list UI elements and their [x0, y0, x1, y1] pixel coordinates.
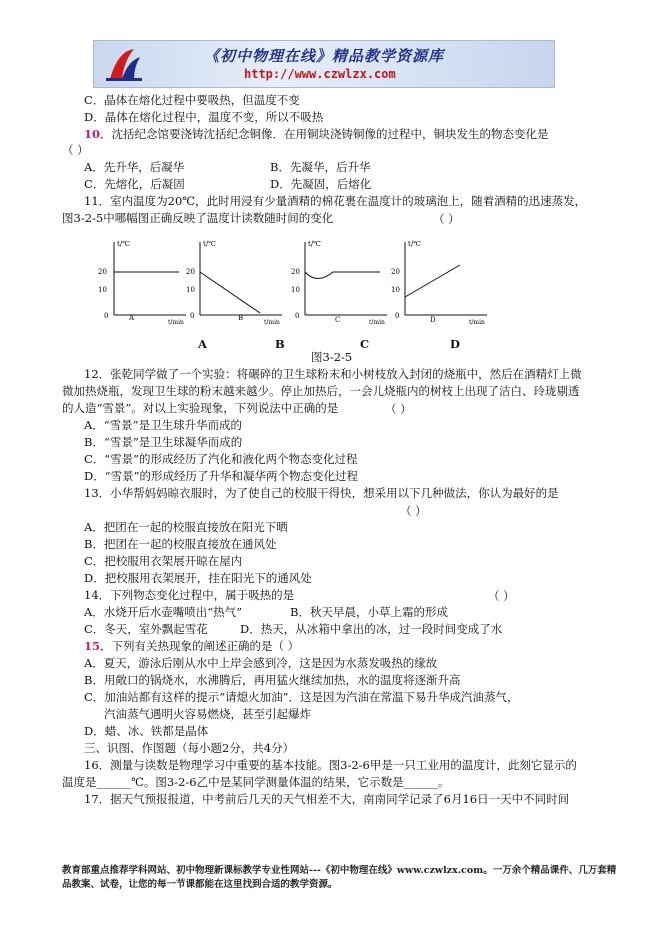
option-label-a: A	[198, 337, 207, 351]
banner-url[interactable]: http://www.czwlzx.com	[244, 67, 396, 81]
figure-caption: 图3-2-5	[311, 350, 353, 364]
q13-paren: （ ）	[400, 504, 427, 518]
svg-text:20: 20	[98, 268, 107, 276]
q10-stem	[84, 127, 549, 142]
q11-stem-2: 图3-2-5中哪幅图正确反映了温度计读数随时间的变化	[62, 211, 334, 225]
graph-b-label: B	[238, 314, 244, 322]
graph-c	[285, 237, 395, 329]
page-footer: 教育部重点推荐学科网站、初中物理新课标教学专业性网站---《初中物理在线》www.czwlzx.com。一万余个精品课件、几万套精品教案、试卷，让您的每一节课都能在这里找到合适的教学资源。	[62, 865, 617, 890]
q9-option-d: D．晶体在熔化过程中，温度不变，所以不吸热	[84, 110, 324, 124]
q11-paren: （ ）	[433, 212, 460, 226]
q9-option-c: C．晶体在熔化过程中要吸热，但温度不变	[84, 93, 300, 107]
q14-option-b: B．秋天早晨，小草上霜的形成	[290, 605, 448, 619]
q16-stem-2: 温度是______℃。图3-2-6乙中是某同学测量体温的结果，它示数是______。	[62, 775, 450, 789]
graph-d-label: D	[430, 316, 436, 324]
graph-a	[84, 237, 194, 329]
q15-option-c: C．加油站都有这样的提示“请熄火加油”．这是因为汽油在常温下易升华成汽油蒸气，	[84, 690, 519, 704]
graph-c-label: C	[335, 316, 341, 324]
q10-option-a: A．先升华，后凝华	[84, 160, 185, 174]
svg-text:20: 20	[291, 268, 300, 276]
option-label-b: B	[275, 337, 285, 351]
q10-option-c: C．先熔化，后凝固	[84, 177, 185, 191]
q12-paren: （ ）	[385, 402, 412, 416]
q13-option-b: B．把团在一起的校服直接放在通风处	[84, 537, 277, 551]
svg-text:t/℃: t/℃	[308, 240, 322, 248]
header-banner	[93, 40, 555, 88]
q12-option-c: C．“雪景”的形成经历了汽化和液化两个物态变化过程	[84, 452, 358, 466]
q10-number: 10．	[84, 127, 112, 141]
q10-option-b: B．先凝华，后升华	[270, 160, 371, 174]
section-3-heading: 三、识图、作图题（每小题2分，共4分）	[84, 741, 295, 755]
svg-text:0: 0	[395, 312, 400, 320]
q14-paren: （ ）	[488, 589, 515, 603]
q12-stem-3: 的人造“雪景”。对以上实验现象，下列说法中正确的是	[62, 401, 339, 415]
option-label-c: C	[360, 337, 370, 351]
q15-text: 下列有关热现象的阐述正确的是（ ）	[111, 639, 300, 653]
q16-stem: 16．测量与读数是物理学习中重要的基本技能。图3-2-6甲是一只工业用的温度计，此刻它显示的	[84, 758, 577, 772]
svg-text:10: 10	[391, 286, 400, 294]
option-label-d: D	[450, 337, 460, 351]
q10-paren: （ ）	[62, 143, 89, 157]
graph-d	[385, 237, 495, 329]
q14-stem: 14．下列物态变化过程中，属于吸热的是	[84, 588, 295, 602]
svg-text:t/min: t/min	[369, 319, 385, 326]
q17-stem: 17．据天气预报报道，中考前后几天的天气相差不大，南南同学记录了6月16日一天中不同时间	[84, 792, 570, 806]
svg-text:t/min: t/min	[264, 319, 280, 326]
q15-option-c-cont: 汽油蒸气遇明火容易燃烧，甚至引起爆炸	[104, 707, 311, 721]
svg-text:0: 0	[295, 312, 300, 320]
svg-text:0: 0	[190, 312, 195, 320]
q13-option-d: D．把校服用衣架展开，挂在阳光下的通风处	[84, 571, 312, 585]
q13-option-c: C．把校服用衣架展开晾在屋内	[84, 554, 243, 568]
q15-option-a: A．夏天，游泳后刚从水中上岸会感到冷，这是因为水蒸发吸热的缘故	[84, 656, 438, 670]
banner-title: 《初中物理在线》精品教学资源库	[204, 47, 445, 65]
q12-option-a: A．“雪景”是卫生球升华而成的	[84, 418, 243, 432]
graph-a-label: A	[129, 314, 135, 322]
svg-text:10: 10	[291, 286, 300, 294]
q15-option-d: D．蜡、冰、铁都是晶体	[84, 724, 209, 738]
svg-text:0: 0	[104, 312, 109, 320]
q12-option-b: B．“雪景”是卫生球凝华而成的	[84, 435, 243, 449]
q15-number: 15．	[84, 639, 112, 653]
q12-stem: 12．张乾同学做了一个实验：将碾碎的卫生球粉末和小树枝放入封闭的烧瓶中，然后在酒精灯上微	[84, 367, 582, 381]
svg-text:20: 20	[391, 268, 400, 276]
svg-text:t/min: t/min	[469, 319, 485, 326]
q15-stem	[84, 639, 299, 654]
q13-stem: 13．小华帮妈妈晾衣服时，为了使自己的校服干得快，想采用以下几种做法，你认为最好的是	[84, 486, 559, 500]
q13-option-a: A．把团在一起的校服直接放在阳光下晒	[84, 520, 288, 534]
svg-text:10: 10	[98, 286, 107, 294]
svg-text:10: 10	[186, 286, 195, 294]
svg-text:t/℃: t/℃	[203, 240, 217, 248]
q12-stem-2: 微加热烧瓶，发现卫生球的粉末越来越少。停止加热后，一会儿烧瓶内的树枝上出现了洁白、玲珑剔透	[62, 384, 580, 398]
svg-text:t/℃: t/℃	[408, 240, 422, 248]
q11-stem: 11．室内温度为20℃，此时用浸有少量酒精的棉花裹在温度计的玻璃泡上，随着酒精的迅速蒸发，	[84, 194, 587, 208]
q14-option-c: C．冬天，室外飘起雪花	[84, 622, 208, 636]
graph-a-axis-label: t/℃	[117, 240, 131, 248]
q14-option-a: A．水烧开后水壶嘴喷出“热气”	[84, 605, 243, 619]
svg-text:20: 20	[186, 268, 195, 276]
site-logo-icon	[104, 45, 144, 83]
q14-option-d: D．热天，从冰箱中拿出的冰，过一段时间变成了水	[240, 622, 503, 636]
graph-b	[180, 237, 290, 329]
q10-option-d: D．先凝固，后熔化	[270, 177, 372, 191]
svg-text:t/min: t/min	[168, 319, 184, 326]
q12-option-d: D．“雪景”的形成经历了升华和凝华两个物态变化过程	[84, 469, 358, 483]
q15-option-b: B．用敞口的锅烧水，水沸腾后，再用猛火继续加热，水的温度将逐渐升高	[84, 673, 461, 687]
q10-text: 沈括纪念馆要浇铸沈括纪念铜像．在用铜块浇铸铜像的过程中，铜块发生的物态变化是	[111, 127, 549, 141]
